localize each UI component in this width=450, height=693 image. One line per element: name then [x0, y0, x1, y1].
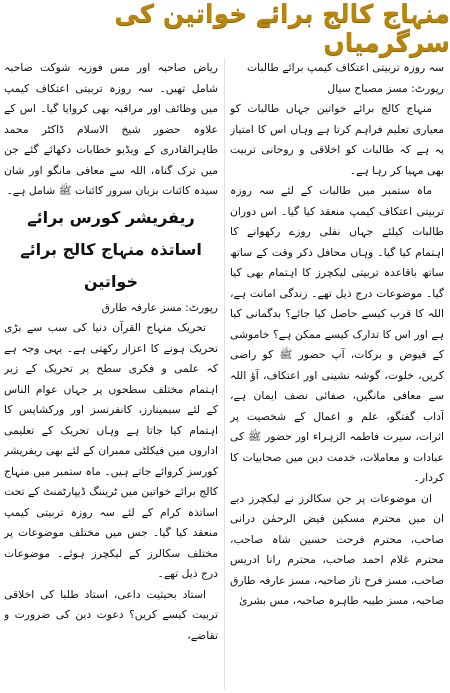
article-refresher-column: [4, 58, 218, 690]
article-refresher-paragraph-2: استاد بحیثیت داعی، استاد طلبا کی اخلاقی تربیت کیسے کریں؟ دعوت دین کی ضرورت و تقاضے،: [4, 587, 218, 642]
article-camp-paragraph-1: منہاج کالج برائے خواتین جہاں طالبات کو معیاری تعلیم فراہم کرتا ہے وہاں اس کا امتیاز یہ ہے کہ طالبات کو اخلاقی و روحانی تربیت بھی مہیا کر رہا ہے۔: [230, 102, 444, 177]
article-refresher-paragraph-1: تحریک منہاج القرآن دنیا کی سب سے بڑی تحریک ہونے کا اعزاز رکھتی ہے۔ یہی وجہ ہے کہ علمی و فکری سطح پر تحریک کے زیر اہتمام مختلف سطحوں پر جہاں عوام الناس کے لئے سیمینارز، کانفرنسز اور ورکشاپس کا اہتمام کیا جاتا ہے وہاں تحریک کے تعلیمی اداروں میں فیکلٹی ممبران کے لئے بھی ریفریشر کورسز کروائے جاتے ہیں۔ ماہ ستمبر میں منہاج کالج برائے خواتین میں ٹریننگ ڈیپارٹمنٹ کے تحت اساتذہ کرام کے لئے سہ روزہ تربیتی کیمپ منعقد کیا گیا۔ جس میں مختلف موضوعات پر مختلف سکالرز کے لیکچرز ہوئے۔ موضوعات درج ذیل تھے۔: [4, 321, 218, 580]
article-camp-heading: سہ روزہ تربیتی اعتکاف کیمپ برائے طالبات: [247, 61, 444, 74]
article-camp-paragraph-3: ان موضوعات پر جن سکالرز نے لیکچرز دیے ان میں محترم مسکین فیض الرحمٰن درانی صاحب، محترم فرحت حسین شاہ صاحب، محترم غلام احمد صاحب، محترم رانا ادریس صاحب، مسز فرح ناز صاحبہ، مسز عارفہ طارق صاحبہ، مسز طیبہ طاہرہ صاحبہ، مس بشریٰ: [230, 491, 444, 607]
column-divider: [224, 58, 225, 690]
article-refresher-byline: رپورٹ: مسز عارفہ طارق: [101, 300, 218, 314]
article-camp-continuation: ریاض صاحبہ اور مس فوزیہ شوکت صاحبہ شامل تھیں۔ سہ روزہ تربیتی اعتکاف کیمپ میں وظائف اور مراقبہ بھی کروایا گیا۔ اس کے علاوہ حضور شیخ الاسلام ڈاکٹر محمد طاہرالقادری کے ویڈیو خطابات دکھائے گئے جن میں ترک گناہ، اللہ سے معافی مانگو اور شان سیدہ کائنات بزبان سرور کائنات ﷺ شامل ہے۔: [4, 61, 218, 197]
article-camp-byline: رپورٹ: مسز مصباح سیال: [327, 81, 444, 95]
page-headline: منہاج کالج برائے خواتین کی سرگرمیاں: [114, 0, 450, 57]
article-camp-column: [230, 58, 444, 690]
article-refresher-heading: ریفریشر کورس برائے اساتذہ منہاج کالج برائے خواتین: [20, 207, 202, 291]
article-camp-paragraph-2: ماہ ستمبر میں طالبات کے لئے سہ روزہ تربیتی اعتکاف کیمپ منعقد کیا گیا۔ اس دوران طالبات کیلئے جہاں نفلی روزے رکھوانے کا اہتمام کیا گیا۔ وہاں محافل ذکر وقت کے ساتھ ساتھ باقاعدہ تربیتی لیکچرز کا اہتمام بھی کیا گیا۔ موضوعات درج ذیل تھے۔ زندگی امانت ہے، اللہ کا قرب کیسے حاصل کیا جائے؟ بدگمانی کیا ہے اور اس کا تدارک کیسے ممکن ہے؟ خاموشی کے فیوض و برکات، آپ حضور ﷺ کو راضی کریں، خلوت، گوشہ نشینی اور اعتکاف، آؤ اللہ سے معافی مانگیں، صفائی نصف ایمان ہے، آداب گفتگو، علم و اعمال کے شخصیت پر اثرات، سیرت فاطمہ الزہراء اور حضور ﷺ کی عبادات و معاملات، خدمت دین میں صحابیات کا کردار۔: [230, 184, 444, 484]
